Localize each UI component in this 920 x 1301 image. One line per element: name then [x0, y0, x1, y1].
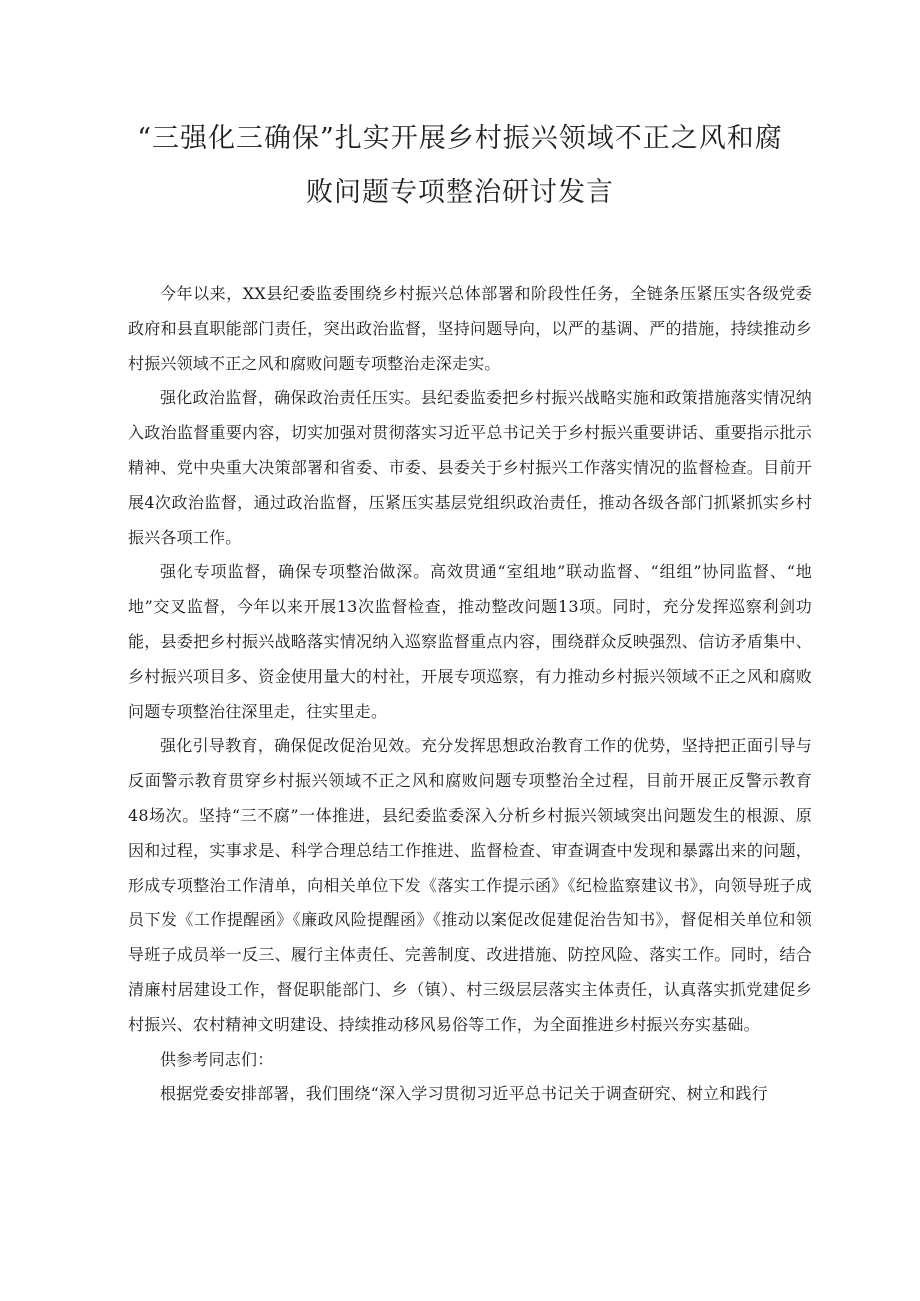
document-title-line-1: “三强化三确保”扎实开展乡村振兴领域不正之风和腐 — [137, 123, 783, 154]
paragraph-special-supervision: 强化专项监督，确保专项整治做深。高效贯通“室组地”联动监督、“组组”协同监督、“地地”交叉监督，今年以来开展13次监督检查，推动整改问题13项。同时，充分发挥巡察利剑功能，县委把乡村振兴战略落实情况纳入巡察监督重点内容，围绕群众反映强烈、信访矛盾集中、乡村振兴项目多、资金使用量大的村社，开展专项巡察，有力推动乡村振兴领域不正之风和腐败问题专项整治往深里走，往实里走。 — [128, 562, 812, 721]
paragraph-political-supervision: 强化政治监督，确保政治责任压实。县纪委监委把乡村振兴战略实施和政策措施落实情况纳入政治监督重要内容，切实加强对贯彻落实习近平总书记关于乡村振兴重要讲话、重要指示批示精神、党中央重大决策部署和省委、市委、县委关于乡村振兴工作落实情况的监督检查。目前开展4次政治监督，通过政治监督，压紧压实基层党组织政治责任，推动各级各部门抓紧抓实乡村振兴各项工作。 — [128, 388, 812, 547]
paragraph-intro: 今年以来，XX县纪委监委围绕乡村振兴总体部署和阶段性任务，全链条压紧压实各级党委政府和县直职能部门责任，突出政治监督，坚持问题导向，以严的基调、严的措施，持续推动乡村振兴领域不正之风和腐败问题专项整治走深走实。 — [128, 284, 812, 373]
paragraph-continued-text: 根据党委安排部署，我们围绕“深入学习贯彻习近平总书记关于调查研究、树立和践行 — [160, 1084, 768, 1104]
document-title-line-2: 败问题专项整治研讨发言 — [306, 177, 614, 208]
paragraph-guidance-education: 强化引导教育，确保促改促治见效。充分发挥思想政治教育工作的优势，坚持把正面引导与反面警示教育贯穿乡村振兴领域不正之风和腐败问题专项整治全过程，目前开展正反警示教育48场次。坚持“三不腐”一体推进，县纪委监委深入分析乡村振兴领域突出问题发生的根源、原因和过程，实事求是、科学合理总结工作推进、监督检查、审查调查中发现和暴露出来的问题，形成专项整治工作清单，向相关单位下发《落实工作提示函》《纪检监察建议书》，向领导班子成员下发《工作提醒函》《廉政风险提醒函》《推动以案促改促建促治告知书》，督促相关单位和领导班子成员举一反三、履行主体责任、完善制度、改进措施、防控风险、落实工作。同时，结合清廉村居建设工作，督促职能部门、乡（镇）、村三级层层落实主体责任，认真落实抓党建促乡村振兴、农村精神文明建设、持续推动移风易俗等工作，为全面推进乡村振兴夯实基础。 — [128, 736, 812, 1034]
document-body — [128, 277, 812, 1112]
paragraph-reference-note: 供参考同志们： — [160, 1049, 274, 1069]
